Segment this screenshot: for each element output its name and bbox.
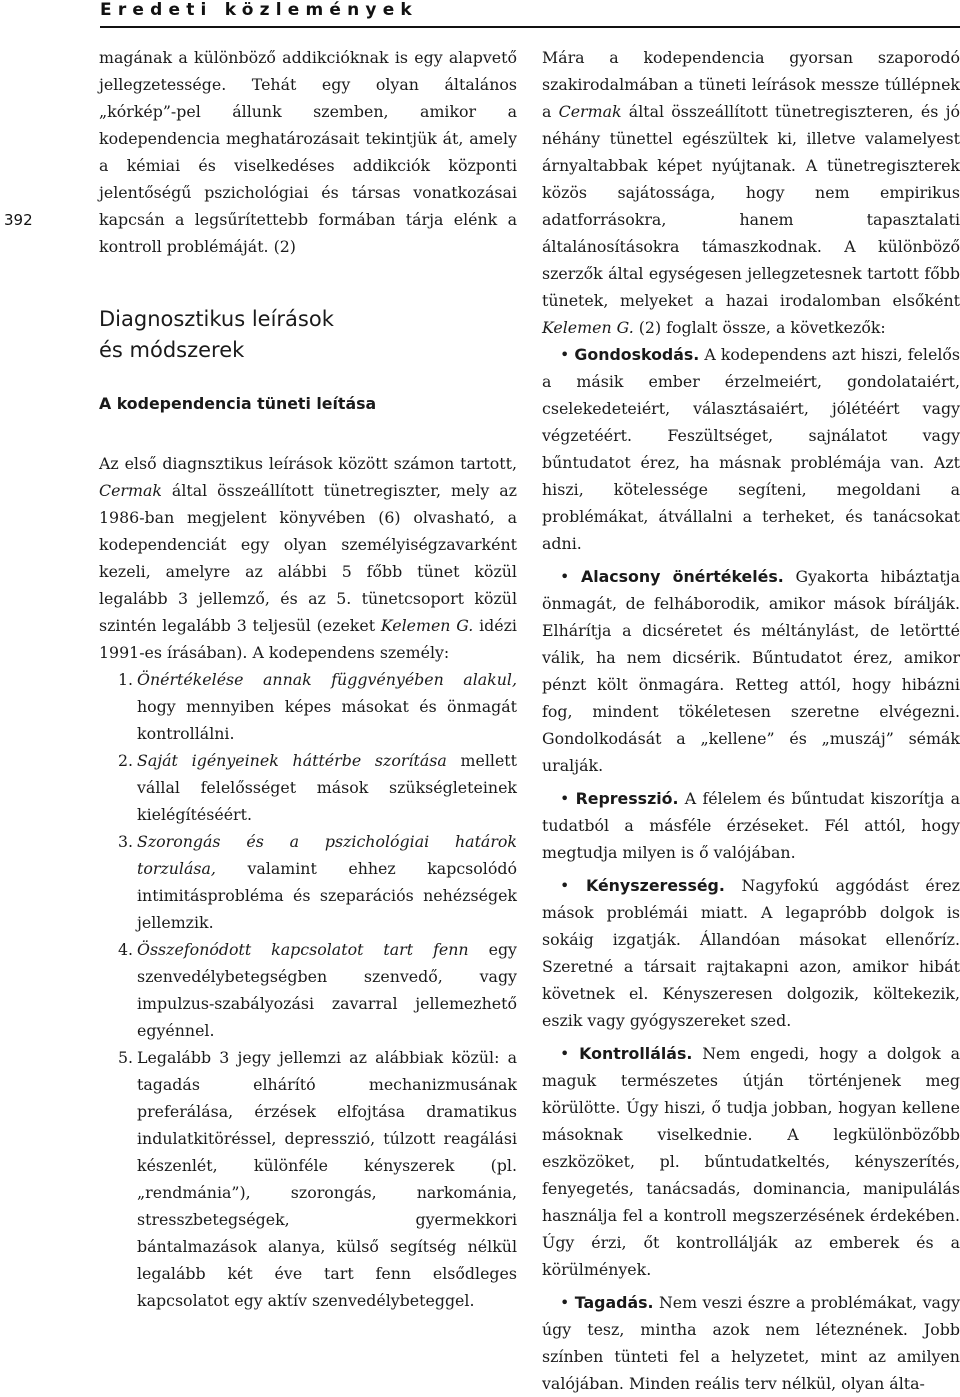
body-paragraph: Az első diagnsztikus leírások között számon tartott, Cermak által összeállított tünetregiszter, mely az 1986-ban megjelent könyvében (6) olvasható, a kodependenciát egy olyan személyiségzavarként kezeli, amelyre az alábbi 5 főbb tünet közül legalább 3 jellemző, és az 5. tünetcsoport közül szintén legalább 3 teljesül (ezeket Kelemen G. idézi 1991-es írásában). A kodependens személy: (99, 454, 517, 662)
author-cermak: Cermak (99, 481, 162, 500)
symptom-item: • Gondoskodás. A kodependens azt hiszi, felelős a másik ember érzelmeiért, gondolataiért, cselekedeteiért, választásaiért, jólétéért vagy végzetéért. Feszültséget, sajnálatot vagy bűntudatot érez, ha másnak problémája van. Azt hiszi, kötelessége segíteni, megoldani a problémákat, átvállalni a terheket, és tanácsokat adni. (542, 345, 960, 553)
author-cermak: Cermak (558, 102, 622, 121)
symptom-item: • Alacsony önértékelés. Gyakorta hibáztatja önmagát, de felháborodik, amikor mások bírálják. Elhárítja a dicséretet és méltánylást, de letörtté válik, ha nem dicsérik. Bűntudatot érez, amikor pénzt költ önmagára. Retteg attól, hogy hibázni fog, mindent tökéletesen szeretne elvégezni. Gondolkodását a „kellene” és „muszáj” sémák uralják. (542, 567, 960, 775)
symptom-term: Kontrollálás. (579, 1044, 693, 1063)
header-rule (100, 26, 960, 28)
symptom-item: • Represszió. A félelem és bűntudat kiszorítja a tudatból a másféle érzéseket. Fél attól, hogy megtudja milyen is ő valójában. (542, 789, 960, 862)
left-column (99, 44, 517, 1314)
symptom-term: Tagadás. (574, 1293, 654, 1312)
subsection-title: A kodependencia tüneti leítása (99, 394, 377, 413)
author-kelemen: Kelemen G. (380, 616, 474, 635)
author-kelemen: Kelemen G. (542, 318, 634, 337)
list-item: 1. Önértékelése annak függvényében alakul, hogy mennyiben képes másokat és önmagát kontrollálni. (118, 670, 517, 743)
symptom-term: Represszió. (575, 789, 679, 808)
list-item: 3. Szorongás és a pszichológiai határok torzulása, valamint ehhez kapcsolódó intimitásprobléma és szeparációs nehézségek jellemzik. (118, 832, 517, 932)
intro-paragraph: magának a különböző addikcióknak is egy alapvető jellegzetessége. Tehát egy olyan általános „kórkép”-pel állunk szemben, amikor a kodependencia meghatározásait tekintjük át, amely a kémiai és viselkedéses addikciók központi jelentőségű pszichológiai és társas vonatkozásai kapcsán a legsűrítettebb formában tárja elénk a kontroll problémáját. (2) (99, 48, 517, 256)
section-title: Diagnosztikus leírások és módszerek (99, 307, 334, 362)
symptom-item: • Kontrollálás. Nem engedi, hogy a dolgok a maguk természetes útján történjenek meg körülötte. Úgy hiszi, ő tudja jobban, hogyan kellene másoknak viselkednie. A legkülönbözőbb eszközöket, pl. bűntudatkeltés, kényszerítés, fenyegetés, tanácsadás, dominancia, manipulálás használja fel a kontroll megszerzésének érdekében. Úgy érzi, őt kontrollálják az emberek és a körülmények. (542, 1044, 960, 1279)
list-item: 5. Legalább 3 jegy jellemzi az alábbiak közül: a tagadás elhárító mechanizmusának preferálása, érzések elfojtása dramatikus indulatkitöréssel, depresszió, túlzott reagálási készenlét, különféle kényszerek (pl. „rendmánia”), szorongás, narkománia, stresszbetegségek, gyermekkori bántalmazások alanya, külső segítség nélkül legalább két éve tart fenn elsődleges kapcsolatot egy aktív szenvedélybeteggel. (118, 1048, 517, 1310)
symptom-term: Gondoskodás. (574, 345, 700, 364)
list-item: 4. Összefonódott kapcsolatot tart fenn egy szenvedélybetegségben szenvedő, vagy impulzus-szabályozási zavarral jellemezhető egyénnel. (118, 940, 517, 1040)
intro-paragraph: Mára a kodependencia gyorsan szaporodó szakirodalmában a tüneti leírások messze túllépnek a Cermak által összeállított tünetregiszteren, és jó néhány tünettel egészültek ki, illetve valamelyest árnyaltabbak képet nyújtanak. A tünetregiszterek közös sajátossága, hogy nem empirikus adatforrásokra, hanem tapasztalati általánosításokra támaszkodnak. A különböző szerzők által egységesen jellegzetesnek tartott főbb tünetek, melyeket a hazai irodalomban elsőként Kelemen G. (2) foglalt össze, a következők: (542, 48, 960, 337)
page-number: 392 (4, 211, 33, 229)
symptom-item: • Kényszeresség. Nagyfokú aggódást érez mások problémái miatt. A legapróbb dolgok is sokáig izgatják. Állandóan másokat ellenőríz. Szeretné a társait rajtakapni azon, amikor hibát követnek el. Kényszeresen dolgozik, költekezik, eszik vagy gyógyszereket szed. (542, 876, 960, 1030)
symptom-term: Alacsony önértékelés. (580, 567, 784, 586)
list-item: 2. Saját igényeinek háttérbe szorítása mellett vállal felelősséget mások szükségleteinek kielégítéséért. (118, 751, 517, 824)
running-header (0, 0, 960, 36)
journal-section-title: Eredeti közlemények (100, 0, 418, 20)
symptom-term: Kényszeresség. (586, 876, 725, 895)
symptom-item: • Tagadás. Nem veszi észre a problémákat, vagy úgy tesz, mintha azok nem léteznének. Jobb színben tünteti fel a helyzetet, mint az amilyen valójában. Minden reális terv nélkül, olyan álta- (542, 1293, 960, 1393)
right-column (542, 44, 960, 1397)
criteria-list (99, 666, 517, 1314)
